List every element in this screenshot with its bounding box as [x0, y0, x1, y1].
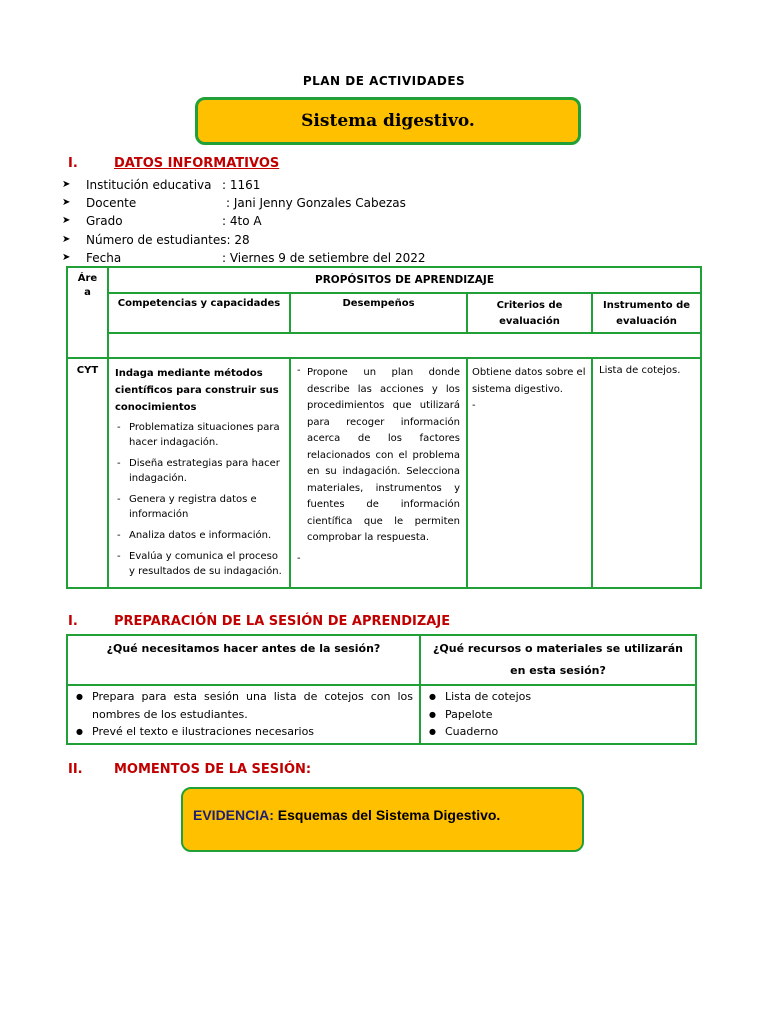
section-datos-informativos	[68, 156, 279, 171]
info-label: Grado	[86, 214, 123, 229]
competencia-title: Indaga mediante métodos científicos para construir sus conocimientos	[115, 368, 279, 413]
criterio-text: Obtiene datos sobre el sistema digestivo.	[472, 367, 586, 395]
col-competencias-header: Competencias y capacidades	[108, 293, 290, 333]
list-item: - Problematiza situaciones para hacer indagación.	[129, 420, 283, 450]
list-item: - Diseña estrategias para hacer indagación.	[129, 456, 283, 486]
section-momentos	[68, 762, 311, 777]
info-value: : Jani Jenny Gonzales Cabezas	[226, 196, 406, 211]
plan-title: PLAN DE ACTIVIDADES	[302, 74, 466, 88]
col-criterios-header: Criterios de evaluación	[467, 293, 592, 333]
capacidades-list	[115, 420, 283, 579]
evidencia-text: Esquemas del Sistema Digestivo.	[273, 807, 501, 823]
competencia-cell	[108, 358, 290, 588]
desempeno-text: Propone un plan donde describe las acciones y los procedimientos que utilizará para recoger información acerca de los factores relacionados con el problema en su indagación. Selecciona materiales, instrumentos y fuentes de información científica que le permiten comprobar la respuesta.	[307, 367, 460, 543]
section-number: I.	[68, 156, 78, 171]
list-item: - Analiza datos e información.	[129, 528, 283, 543]
prep-question-antes: ¿Qué necesitamos hacer antes de la sesión?	[67, 635, 420, 685]
info-value: : Viernes 9 de setiembre del 2022	[222, 250, 426, 265]
empty-row	[108, 333, 701, 358]
arrow-bullet-icon: ➤	[62, 179, 71, 190]
col-instrumento-header: Instrumento de evaluación	[592, 293, 701, 333]
prep-question-recursos: ¿Qué recursos o materiales se utilizarán en esta sesión?	[420, 635, 696, 685]
list-item: ● Papelote	[445, 706, 689, 724]
info-label: Fecha	[86, 250, 122, 265]
info-label: Docente	[86, 196, 137, 211]
list-item: ● Cuaderno	[445, 723, 689, 741]
info-value: : 1161	[222, 178, 261, 192]
criterio-dash: -	[472, 400, 476, 411]
section-label: DATOS INFORMATIVOS	[114, 156, 280, 171]
arrow-bullet-icon: ➤	[62, 233, 71, 245]
arrow-bullet-icon: ➤	[62, 197, 71, 209]
area-header: Área	[67, 267, 108, 358]
evidencia-box	[181, 787, 584, 852]
session-title-box	[195, 97, 581, 145]
evidencia-label: EVIDENCIA:	[193, 807, 274, 823]
desempeno-dash: -	[297, 552, 301, 564]
prep-recursos-cell	[420, 685, 696, 744]
session-title: Sistema digestivo.	[301, 111, 475, 131]
list-item: ● Prevé el texto e ilustraciones necesarios	[92, 723, 413, 741]
section-number: II.	[68, 762, 83, 777]
list-item: - Evalúa y comunica el proceso y resultados de su indagación.	[129, 549, 283, 579]
list-item: ● Lista de cotejos	[445, 688, 689, 706]
instrumento-cell: Lista de cotejos.	[592, 358, 701, 588]
section-label: MOMENTOS DE LA SESIÓN:	[114, 762, 312, 777]
info-label: Número de estudiantes: 28	[86, 232, 250, 247]
criterio-cell	[467, 358, 592, 588]
section-number: I.	[68, 614, 78, 629]
section-preparacion	[68, 614, 450, 629]
area-cell: CYT	[67, 358, 108, 588]
list-item: - Genera y registra datos e información	[129, 492, 283, 522]
antes-list	[74, 688, 413, 741]
info-value: : 4to A	[222, 214, 262, 229]
preparacion-table	[66, 634, 697, 745]
recursos-list	[427, 688, 689, 741]
section-label: PREPARACIÓN DE LA SESIÓN DE APRENDIZAJE	[114, 614, 451, 629]
list-item: ● Prepara para esta sesión una lista de cotejos con los nombres de los estudiantes.	[92, 688, 413, 723]
arrow-bullet-icon: ➤	[62, 215, 71, 227]
dash-marker: -	[297, 365, 301, 376]
info-label: Institución educativa	[86, 178, 212, 192]
col-desempenos-header: Desempeños	[290, 293, 467, 333]
proposito-table	[66, 266, 702, 589]
prep-antes-cell	[67, 685, 420, 744]
arrow-bullet-icon: ➤	[62, 251, 71, 263]
propositos-header: PROPÓSITOS DE APRENDIZAJE	[108, 267, 701, 293]
desempeno-cell	[290, 358, 467, 588]
